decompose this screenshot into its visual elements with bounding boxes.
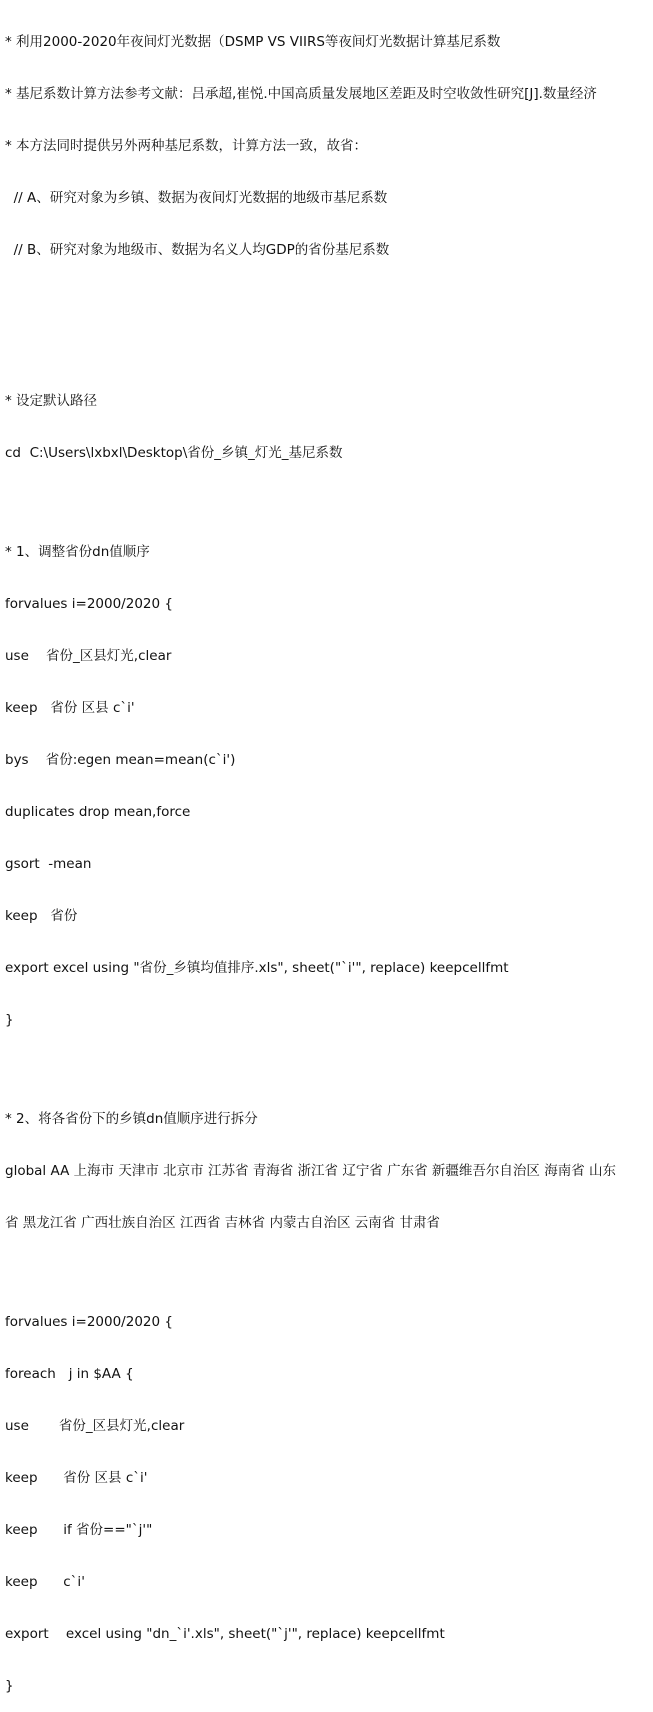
- code-line: forvalues i=2000/2020 {: [5, 596, 173, 612]
- comment-line: * 1、调整省份dn值顺序: [5, 544, 150, 560]
- code-line: keep 省份: [5, 908, 78, 924]
- comment-line: * 基尼系数计算方法参考文献：吕承超,崔悦.中国高质量发展地区差距及时空收敛性研究[J].数量经济: [5, 86, 597, 102]
- code-editor[interactable]: [5, 0, 653, 1712]
- blank-line: [5, 344, 653, 359]
- comment-line: // B、研究对象为地级市、数据为名义人均GDP的省份基尼系数: [5, 242, 390, 258]
- code-line: }: [5, 1678, 14, 1694]
- code-line: }: [5, 1012, 14, 1028]
- comment-line: * 设定默认路径: [5, 393, 98, 409]
- code-line: keep c`i': [5, 1574, 85, 1590]
- code-line: use 省份_区县灯光,clear: [5, 1418, 185, 1434]
- code-line: gsort -mean: [5, 856, 92, 872]
- comment-line: * 2、将各省份下的乡镇dn值顺序进行拆分: [5, 1111, 258, 1127]
- code-line: keep 省份 区县 c`i': [5, 700, 135, 716]
- blank-line: [5, 495, 653, 510]
- comment-line: * 本方法同时提供另外两种基尼系数，计算方法一致，故省：: [5, 138, 368, 154]
- code-line: duplicates drop mean,force: [5, 804, 191, 820]
- code-line: foreach j in $AA {: [5, 1366, 134, 1382]
- code-line: bys 省份:egen mean=mean(c`i'): [5, 752, 236, 768]
- code-line: global AA 上海市 天津市 北京市 江苏省 青海省 浙江省 辽宁省 广东省 新疆维吾尔自治区 海南省 山东: [5, 1163, 617, 1179]
- blank-line: [5, 1062, 653, 1077]
- code-line: forvalues i=2000/2020 {: [5, 1314, 173, 1330]
- code-line: export excel using "dn_`i'.xls", sheet("`j'", replace) keepcellfmt: [5, 1626, 445, 1642]
- blank-line: [5, 292, 653, 312]
- comment-line: // A、研究对象为乡镇、数据为夜间灯光数据的地级市基尼系数: [5, 190, 388, 206]
- comment-line: * 利用2000-2020年夜间灯光数据（DSMP VS VIIRS等夜间灯光数据计算基尼系数: [5, 34, 501, 50]
- code-line: keep if 省份=="`j'": [5, 1522, 153, 1538]
- code-line: 省 黑龙江省 广西壮族自治区 江西省 吉林省 内蒙古自治区 云南省 甘肃省: [5, 1215, 441, 1231]
- blank-line: [5, 1265, 653, 1280]
- code-line: use 省份_区县灯光,clear: [5, 648, 172, 664]
- code-line: cd C:\Users\lxbxl\Desktop\省份_乡镇_灯光_基尼系数: [5, 445, 343, 461]
- code-line: keep 省份 区县 c`i': [5, 1470, 148, 1486]
- code-line: export excel using "省份_乡镇均值排序.xls", sheet("`i'", replace) keepcellfmt: [5, 960, 509, 976]
